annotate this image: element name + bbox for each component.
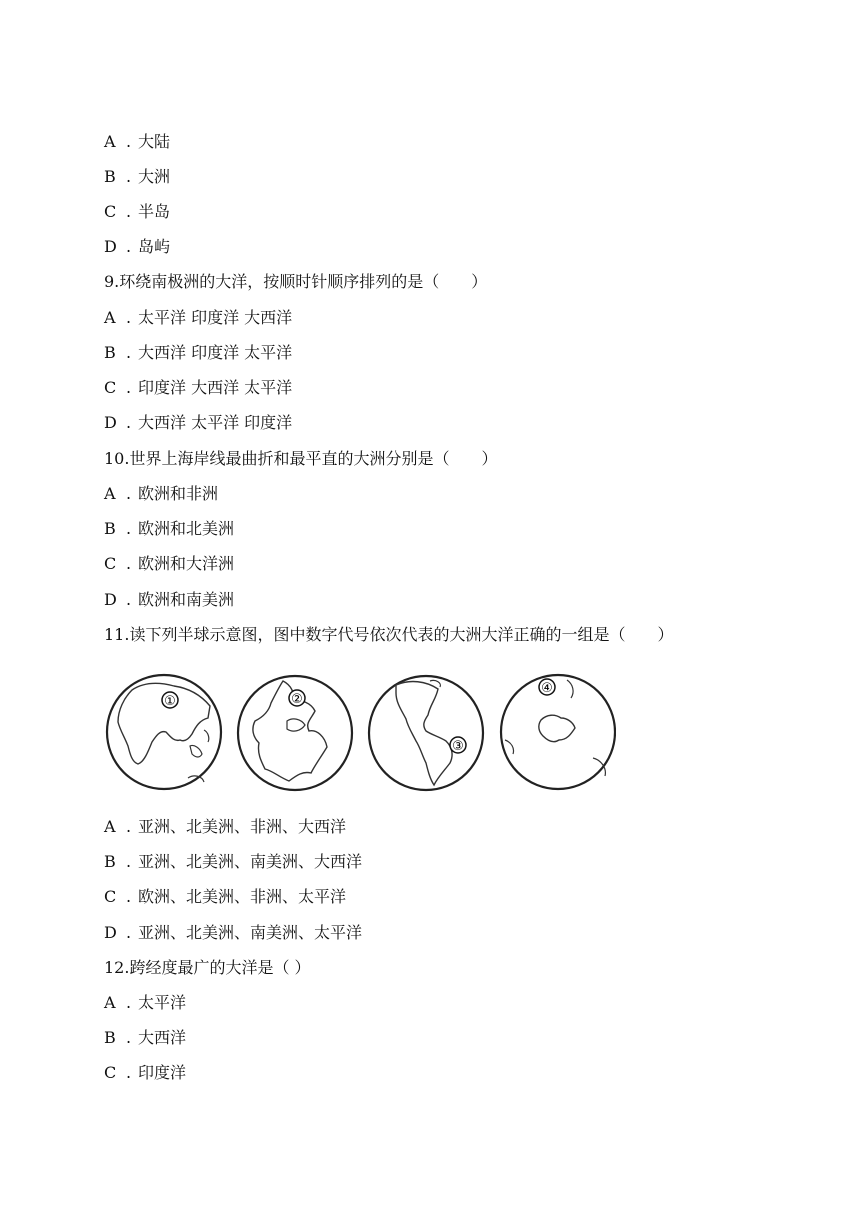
option-text: 印度洋 <box>138 1063 187 1082</box>
q9-stem: 9.环绕南极洲的大洋，按顺时针顺序排列的是（ ） <box>104 272 488 291</box>
option-text: 亚洲、北美洲、非洲、大西洋 <box>138 817 347 836</box>
q11-option-d: D . 亚洲、北美洲、南美洲、太平洋 <box>104 923 363 942</box>
label-2: ② <box>291 692 303 707</box>
q12-option-b: B . 大西洋 <box>104 1028 187 1047</box>
option-letter: D <box>104 237 117 256</box>
option-letter: A <box>104 993 116 1012</box>
option-text: 亚洲、北美洲、南美洲、大西洋 <box>138 852 363 871</box>
option-text: 半岛 <box>138 202 171 221</box>
option-letter: C <box>104 202 117 221</box>
option-text: 大陆 <box>138 132 171 151</box>
option-text: 大洲 <box>138 167 171 186</box>
q10-stem: 10.世界上海岸线最曲折和最平直的大洲分别是（ ） <box>104 449 498 468</box>
option-text: 欧洲和南美洲 <box>138 590 235 609</box>
option-text: 欧洲、北美洲、非洲、太平洋 <box>138 887 347 906</box>
q9-option-c: C . 印度洋 大西洋 太平洋 <box>104 378 293 397</box>
option-text: 太平洋 <box>138 993 187 1012</box>
option-letter: D <box>104 923 117 942</box>
globe-3 <box>366 671 486 795</box>
option-letter: D <box>104 413 117 432</box>
q8-option-b: B . 大洲 <box>104 167 171 186</box>
q11-stem: 11.读下列半球示意图，图中数字代号依次代表的大洲大洋正确的一组是（ ） <box>104 625 674 644</box>
q11-option-a: A . 亚洲、北美洲、非洲、大西洋 <box>104 817 347 836</box>
option-letter: D <box>104 590 117 609</box>
option-letter: B <box>104 1028 116 1047</box>
option-letter: B <box>104 519 116 538</box>
q9-option-a: A . 太平洋 印度洋 大西洋 <box>104 308 293 327</box>
option-text: 印度洋 大西洋 太平洋 <box>138 378 293 397</box>
q11-option-c: C . 欧洲、北美洲、非洲、太平洋 <box>104 887 347 906</box>
option-text: 亚洲、北美洲、南美洲、太平洋 <box>138 923 363 942</box>
option-text: 欧洲和北美洲 <box>138 519 235 538</box>
q8-option-c: C . 半岛 <box>104 202 171 221</box>
option-letter: A <box>104 308 116 327</box>
q12-stem: 12.跨经度最广的大洋是（ ） <box>104 958 311 977</box>
q12-option-a: A . 太平洋 <box>104 993 187 1012</box>
option-text: 大西洋 印度洋 太平洋 <box>138 343 293 362</box>
option-letter: B <box>104 852 116 871</box>
q9-option-b: B . 大西洋 印度洋 太平洋 <box>104 343 293 362</box>
q12-option-c: C . 印度洋 <box>104 1063 187 1082</box>
q8-option-a: A . 大陆 <box>104 132 171 151</box>
option-letter: A <box>104 817 116 836</box>
hemisphere-figure <box>104 670 616 798</box>
option-text: 岛屿 <box>138 237 171 256</box>
option-letter: C <box>104 378 117 397</box>
option-text: 大西洋 太平洋 印度洋 <box>138 413 293 432</box>
q10-option-a: A . 欧洲和非洲 <box>104 484 219 503</box>
q9-option-d: D . 大西洋 太平洋 印度洋 <box>104 413 293 432</box>
option-letter: B <box>104 343 116 362</box>
globe-2 <box>235 671 355 795</box>
globe-4 <box>497 670 616 794</box>
option-letter: B <box>104 167 116 186</box>
option-text: 太平洋 印度洋 大西洋 <box>138 308 293 327</box>
q10-option-b: B . 欧洲和北美洲 <box>104 519 235 538</box>
option-text: 大西洋 <box>138 1028 187 1047</box>
label-1: ① <box>164 694 176 709</box>
q11-option-b: B . 亚洲、北美洲、南美洲、大西洋 <box>104 852 363 871</box>
option-text: 欧洲和大洋洲 <box>138 554 235 573</box>
globe-1 <box>104 670 224 794</box>
option-text: 欧洲和非洲 <box>138 484 219 503</box>
q10-option-d: D . 欧洲和南美洲 <box>104 590 235 609</box>
option-letter: C <box>104 887 117 906</box>
option-letter: C <box>104 1063 117 1082</box>
label-3: ③ <box>452 739 464 754</box>
label-4: ④ <box>541 681 553 696</box>
q10-option-c: C . 欧洲和大洋洲 <box>104 554 235 573</box>
q8-option-d: D . 岛屿 <box>104 237 171 256</box>
option-letter: A <box>104 132 116 151</box>
option-letter: A <box>104 484 116 503</box>
option-letter: C <box>104 554 117 573</box>
